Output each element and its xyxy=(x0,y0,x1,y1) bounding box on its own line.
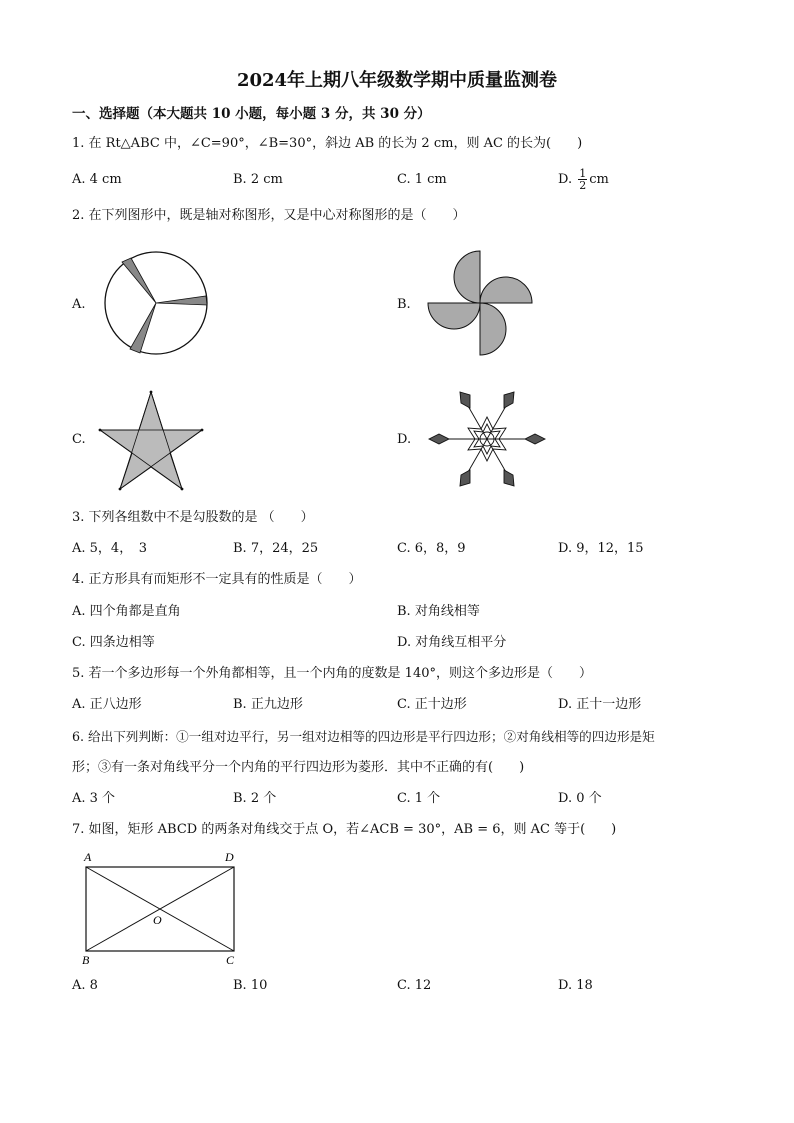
question-4-stem: 4. 正方形具有而矩形不一定具有的性质是（ ） xyxy=(72,572,362,587)
q5-option-b[interactable]: B. 正九边形 xyxy=(233,697,303,712)
q2-option-c[interactable]: C. xyxy=(72,432,86,447)
q3-option-d[interactable]: D. 9，12，15 xyxy=(558,541,644,556)
q4-option-a[interactable]: A. 四个角都是直角 xyxy=(72,604,181,619)
label-a: A xyxy=(84,850,92,864)
q2-option-a[interactable]: A. xyxy=(72,297,86,312)
q5-option-d[interactable]: D. 正十一边形 xyxy=(558,697,642,712)
question-6-stem-line2: 形；③有一条对角线平分一个内角的平行四边形为菱形．其中不正确的有( ) xyxy=(72,760,525,775)
q6-option-b[interactable]: B. 2 个 xyxy=(233,791,277,806)
figure-rectangle-abcd xyxy=(80,848,245,968)
q3-option-a[interactable]: A. 5，4， 3 xyxy=(72,541,147,556)
q4-option-c[interactable]: C. 四条边相等 xyxy=(72,635,155,650)
question-7-stem: 7. 如图，矩形 ABCD 的两条对角线交于点 O，若∠ACB = 30°，AB = 6，则 AC 等于( ) xyxy=(72,822,617,837)
q4-option-b[interactable]: B. 对角线相等 xyxy=(397,604,480,619)
question-6-stem: 6. 给出下列判断：①一组对边平行，另一组对边相等的四边形是平行四边形；②对角线相等的四边形是矩 xyxy=(72,729,655,744)
q1-option-b[interactable]: B. 2 cm xyxy=(233,172,283,187)
q1-option-d[interactable] xyxy=(558,168,609,192)
q5-option-a[interactable]: A. 正八边形 xyxy=(72,697,142,712)
figure-star xyxy=(98,390,204,490)
q4-option-d[interactable]: D. 对角线互相平分 xyxy=(397,635,507,650)
label-b: B xyxy=(82,953,90,967)
q2-option-b[interactable]: B. xyxy=(397,297,411,312)
q7-option-c[interactable]: C. 12 xyxy=(397,978,432,993)
question-5-stem: 5. 若一个多边形每一个外角都相等，且一个内角的度数是 140°，则这个多边形是（ ） xyxy=(72,666,592,681)
q3-option-b[interactable]: B. 7，24，25 xyxy=(233,541,319,556)
label-o: O xyxy=(153,913,162,927)
q1-option-c[interactable]: C. 1 cm xyxy=(397,172,447,187)
q7-option-d[interactable]: D. 18 xyxy=(558,978,593,993)
q1-option-a[interactable]: A. 4 cm xyxy=(72,172,122,187)
figure-snowflake xyxy=(426,386,548,492)
fraction-denominator: 2 xyxy=(579,179,587,192)
label-d: D xyxy=(225,850,234,864)
figure-circle-with-wedges xyxy=(100,250,212,358)
section-heading: 一、选择题（本大题共 10 小题，每小题 3 分，共 30 分） xyxy=(72,106,431,122)
question-1-stem: 1. 在 Rt△ABC 中，∠C=90°，∠B=30°，斜边 AB 的长为 2 cm，则 AC 的长为( ) xyxy=(72,136,583,151)
question-2-stem: 2. 在下列图形中，既是轴对称图形，又是中心对称图形的是（ ） xyxy=(72,208,466,223)
label-c: C xyxy=(226,953,235,967)
figure-pinwheel xyxy=(425,248,535,358)
q1-option-d-fraction xyxy=(578,168,587,191)
q7-option-b[interactable]: B. 10 xyxy=(233,978,268,993)
fraction-numerator: 1 xyxy=(579,167,587,180)
q6-option-d[interactable]: D. 0 个 xyxy=(558,791,602,806)
fraction-unit: cm xyxy=(589,172,609,187)
page-title: 2024年上期八年级数学期中质量监测卷 xyxy=(236,70,558,91)
q3-option-c[interactable]: C. 6，8，9 xyxy=(397,541,466,556)
q5-option-c[interactable]: C. 正十边形 xyxy=(397,697,467,712)
q1-option-d-letter: D. xyxy=(558,172,573,187)
q2-option-d[interactable]: D. xyxy=(397,432,412,447)
q6-option-c[interactable]: C. 1 个 xyxy=(397,791,441,806)
q6-option-a[interactable]: A. 3 个 xyxy=(72,791,116,806)
question-3-stem: 3. 下列各组数中不是勾股数的是 （ ） xyxy=(72,510,314,525)
q7-option-a[interactable]: A. 8 xyxy=(72,978,98,993)
